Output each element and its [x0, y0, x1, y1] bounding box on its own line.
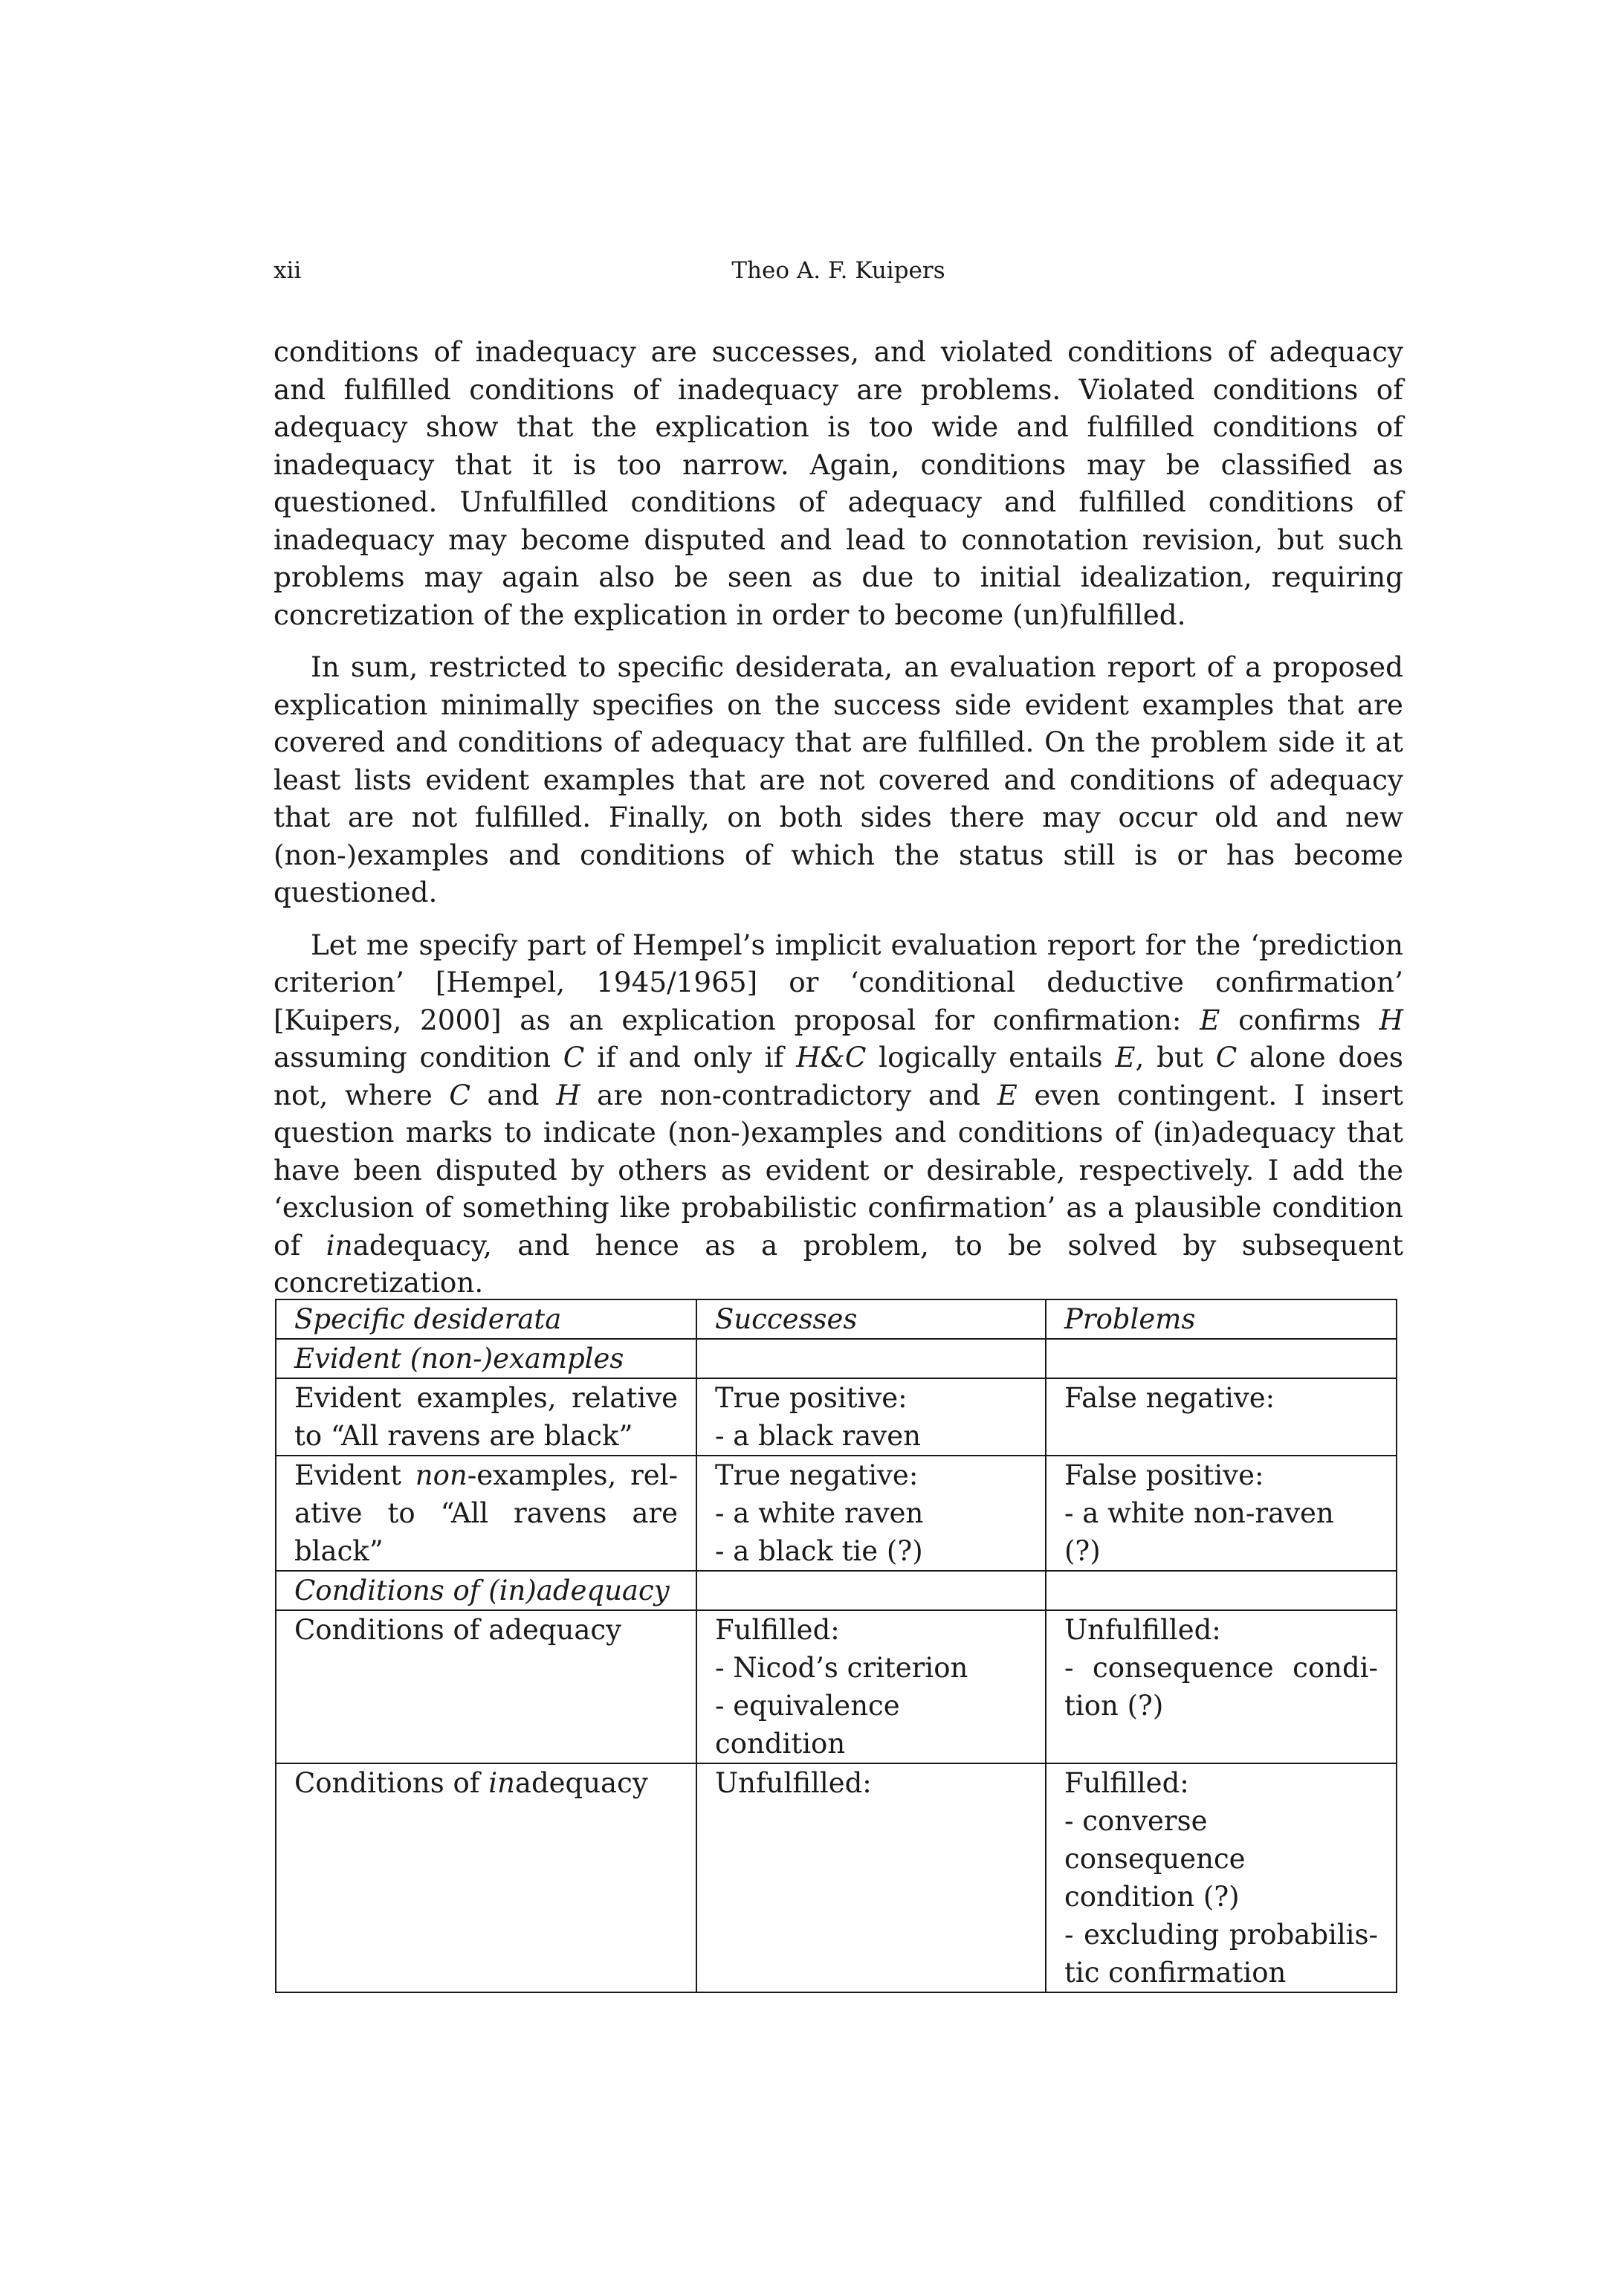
success-cell — [696, 1456, 1046, 1571]
p3-text: logically entails — [866, 1041, 1116, 1073]
section-row — [276, 1571, 1397, 1610]
math-H-and-C: H&C — [796, 1041, 867, 1073]
running-head-author: Theo A. F. Kuipers — [731, 257, 945, 284]
p3-text: adequacy, and hence as a problem, to be solved by subsequent concretization. — [274, 1228, 1403, 1299]
body-text — [274, 333, 1403, 1317]
cell-line: Conditions of inadequacy — [294, 1767, 648, 1799]
p3-text: Let me specify part of Hempel’s implicit evaluation report for the ‘prediction criterion’ [Hempel, 1945/1965] or ‘conditional deductive confirmation’ [Kuipers, 2000] as an explication proposal for confirmation: — [274, 928, 1403, 1036]
paragraph-2: In sum, restricted to specific desiderata, an evaluation report of a proposed explication minimally specifies on the success side evident examples that are covered and conditions of adequacy that are fulfilled. On the problem side it at least lists evident examples that are not covered and conditions of adequacy that are not fulfilled. Finally, on both sides there may occur old and new (non-)examples and conditions of which the status still is or has become questioned. — [274, 650, 1403, 908]
problem-cell — [1046, 1456, 1397, 1571]
empty-cell — [696, 1571, 1046, 1610]
header-cell: Specific desiderata — [276, 1299, 696, 1339]
table-header-row — [276, 1299, 1397, 1339]
success-cell — [696, 1378, 1046, 1456]
evaluation-table — [275, 1299, 1397, 1993]
cell-line: False negative: — [1064, 1382, 1275, 1414]
p3-text: if and only if — [584, 1041, 797, 1073]
table-row — [276, 1378, 1397, 1456]
cell-line: Unfulfilled: — [1064, 1614, 1221, 1646]
cell-line: - converse consequence — [1064, 1805, 1246, 1875]
cell-line: True negative: — [715, 1459, 919, 1491]
p3-text: and — [470, 1078, 557, 1111]
cell-line: - a black raven — [715, 1420, 921, 1452]
cell-line: - equivalence condition — [715, 1690, 900, 1760]
table-row — [276, 1610, 1397, 1763]
label-cell — [276, 1378, 696, 1456]
empty-cell — [696, 1339, 1046, 1378]
cell-line: - consequence condi- — [1064, 1652, 1378, 1684]
page-number: xii — [274, 257, 302, 284]
math-E: E — [997, 1078, 1018, 1111]
empty-cell — [1046, 1339, 1397, 1378]
cell-line: ative to “All ravens are — [294, 1497, 678, 1529]
section-cell: Evident (non-)examples — [276, 1339, 696, 1378]
math-C: C — [563, 1041, 585, 1073]
paragraph-3 — [274, 926, 1403, 1302]
p3-text: are non-contradictory and — [580, 1078, 997, 1111]
p3-text: assuming condition — [274, 1041, 563, 1073]
success-cell — [696, 1763, 1046, 1992]
cell-line: Unfulfilled: — [715, 1767, 872, 1799]
running-head — [274, 248, 1403, 293]
table-row — [276, 1456, 1397, 1571]
p3-text: , but — [1135, 1041, 1216, 1073]
emphasis-in: in — [326, 1228, 353, 1262]
header-cell: Problems — [1046, 1299, 1397, 1339]
section-cell: Conditions of (in)adequacy — [276, 1571, 696, 1610]
p3-text: even contingent. I insert question marks to indicate (non-)examples and conditions of (in)adequacy that have been disputed by others as evident or desirable, respectively. I add the ‘exclusion of something like probabilistic confirmation’ as a plausible condition of — [274, 1078, 1403, 1262]
math-C: C — [449, 1078, 470, 1111]
cell-line: - Nicod’s criterion — [715, 1652, 968, 1684]
label-cell — [276, 1456, 696, 1571]
empty-cell — [1046, 1571, 1397, 1610]
success-cell — [696, 1610, 1046, 1763]
math-H: H — [556, 1078, 580, 1111]
cell-line: True positive: — [715, 1382, 908, 1414]
problem-cell — [1046, 1763, 1397, 1992]
p3-text: alone does not, where — [274, 1041, 1404, 1111]
problem-cell — [1046, 1378, 1397, 1456]
cell-line: False positive: — [1064, 1459, 1264, 1491]
cell-line: - a black tie (?) — [715, 1535, 923, 1567]
cell-line: Fulfilled: — [1064, 1767, 1189, 1799]
cell-line: tion (?) — [1064, 1690, 1164, 1722]
label-cell — [276, 1610, 696, 1763]
cell-line: black” — [294, 1535, 384, 1567]
cell-line: - excluding probabilis- — [1064, 1919, 1378, 1951]
table-row — [276, 1763, 1397, 1992]
paragraph-1: conditions of inadequacy are successes, and violated conditions of adequacy and fulfilled conditions of inadequacy are problems. Violated conditions of adequacy show that the explication is too wide and fulfilled conditions of inadequacy that it is too narrow. Again, conditions may be classified as questioned. Unfulfilled conditions of adequacy and fulfilled conditions of inadequacy may become disputed and lead to connotation revision, but such problems may again also be seen as due to initial idealization, requiring concretization of the explication in order to become (un)fulfilled. — [274, 335, 1403, 631]
math-C: C — [1215, 1041, 1238, 1073]
math-E: E — [1115, 1041, 1136, 1073]
cell-line: - a white non-raven (?) — [1064, 1497, 1334, 1567]
label-cell — [276, 1763, 696, 1992]
cell-line: Evident examples, relative — [294, 1382, 678, 1414]
math-H: H — [1379, 1003, 1403, 1036]
cell-line: tic confirmation — [1064, 1957, 1287, 1989]
cell-line: Evident non-examples, rel- — [294, 1459, 678, 1491]
cell-line: Fulfilled: — [715, 1614, 840, 1646]
cell-line: Conditions of adequacy — [294, 1614, 622, 1646]
section-row — [276, 1339, 1397, 1378]
cell-line: to “All ravens are black” — [294, 1420, 633, 1452]
header-cell: Successes — [696, 1299, 1046, 1339]
math-E: E — [1200, 1003, 1220, 1036]
cell-line: - a white raven — [715, 1497, 924, 1529]
cell-line: condition (?) — [1064, 1881, 1240, 1913]
problem-cell — [1046, 1610, 1397, 1763]
p3-text: confirms — [1220, 1003, 1379, 1036]
